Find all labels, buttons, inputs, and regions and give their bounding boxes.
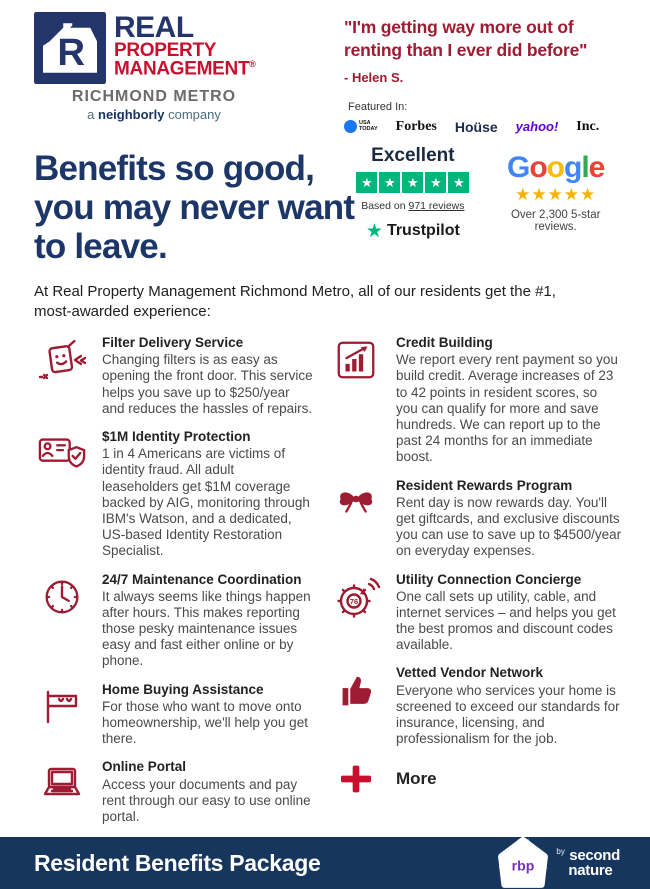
trustpilot-logo: ★ Trustpilot [365,220,460,242]
benefit-title: Credit Building [396,335,493,351]
second-nature-wordmark: $^{by}$ second nature [556,847,620,879]
benefit-online-portal [34,759,328,825]
rbp-badge-icon [497,837,549,889]
benefits-grid [0,321,650,837]
benefit-title: 24/7 Maintenance Coordination [102,571,302,587]
footer-bar [0,837,650,889]
thumbs-up-icon [333,667,379,713]
benefit-utility-concierge [328,572,622,654]
forbes-logo: Forbes [395,118,437,134]
rbp-second-nature-logo [497,837,620,889]
filter-box-icon [38,337,86,385]
google-logo: Google [507,150,605,184]
benefit-maintenance [34,572,328,670]
trustpilot-stars [356,172,469,193]
benefit-title: Filter Delivery Service [102,335,244,351]
benefit-home-buying [34,682,328,748]
header [0,0,650,135]
rpm-house-logo-icon [34,12,106,84]
registered-mark: ® [249,58,256,69]
benefits-column-left [34,335,328,837]
benefit-title: Resident Rewards Program [396,477,573,493]
featured-in-label: Featured In: [348,100,408,113]
benefit-desc: We report every rent payment so you build credit. Average increases of 23 to 42 points in resident scores, so you can qualify for more and save hundreds. We can report up to the past 24 months for an immediate boost. [396,352,618,465]
svg-text:rbp: rbp [512,857,535,874]
star-icon: ★ [356,172,377,193]
benefit-vetted-vendors [328,665,622,747]
yahoo-logo: yahoo! [515,119,559,134]
thermostat-dial-icon [332,574,380,622]
brand-property: PROPERTY [114,39,217,61]
intro-paragraph: At Real Property Management Richmond Metro, all of our residents get the #1, most-awarded experience: [34,283,556,320]
google-stars-icon: ★★★★★ [515,184,597,204]
brand-location: RICHMOND METRO [71,88,237,105]
trustpilot-rating-label: Excellent [371,144,455,166]
plus-icon [336,759,376,799]
usa-today-logo: USA TODAY [344,120,378,133]
benefit-desc: One call sets up utility, cable, and internet services – and helps you get the best promos and discount codes available. [396,588,616,653]
google-reviews-caption: Over 2,300 5-star reviews. [510,208,601,233]
benefit-title: Vetted Vendor Network [396,665,544,681]
neighborly-wordmark: neighborly [98,107,165,122]
benefit-credit-building [328,335,622,466]
svg-text:76: 76 [349,596,359,606]
benefit-desc: Everyone who services your home is screened to exceed our standards for insurance, licensing, and professionalism for the job. [396,682,620,747]
benefit-title: Online Portal [102,759,187,775]
benefit-filter-delivery [34,335,328,417]
inc-logo: Inc. [576,118,600,134]
benefit-title: $1M Identity Protection [102,429,251,444]
trustpilot-based-on: Based on 971 reviews [361,199,465,212]
footer-title: Resident Benefits Package [34,849,321,876]
brand-wordmark [114,12,256,78]
reviews-count-link[interactable]: 971 reviews [408,199,465,212]
featured-in [344,101,616,135]
reviews-section [356,143,616,267]
benefit-desc: Changing filters is as easy as opening the front door. This service helps you save up to $250/year and reduces the hassles of repairs. [102,352,313,416]
benefit-desc: Access your documents and pay rent through our easy to use online portal. [102,776,311,824]
testimonial-block [344,12,616,135]
brand-management: MANAGEMENT® [114,57,256,79]
brand-block [34,12,334,135]
trustpilot-rating [356,145,469,241]
star-icon: ★ [448,172,469,193]
benefit-desc: For those who want to move onto homeownership, we'll help you get there. [102,698,308,747]
more-label: More [396,769,437,789]
laptop-icon [38,761,86,805]
svg-text:R: R [57,30,85,74]
benefit-title: Home Buying Assistance [102,681,264,697]
benefit-rewards [328,478,622,560]
brand-real: REAL [114,11,194,44]
benefit-identity-protection [34,429,328,560]
clock-icon [39,574,85,620]
gift-bow-icon [333,480,379,520]
star-icon: ★ [379,172,400,193]
benefit-desc: It always seems like things happen after hours. This makes reporting those pesky maintenance issues easy and fast either online or by phone. [102,588,311,669]
testimonial-quote: "I'm getting way more out of renting than I ever did before" [344,17,588,60]
google-rating [495,145,616,233]
benefit-desc: Rent day is now rewards day. You'll get giftcards, and exclusive discounts you can use to save up to $4500/year on everyday expenses. [396,494,622,559]
benefit-desc: 1 in 4 Americans are victims of identity fraud. All adult leaseholders get $1M coverage backed by AIG, monitoring through IBM's Watson, and a dedicated, US-based Identity Restoration Specialist. [102,446,310,559]
brand-tagline: a neighborly company [87,107,221,122]
star-icon: ★ [402,172,423,193]
house-logo: Hoüse [454,118,498,135]
mid-section [0,135,650,267]
usa-today-circle-icon [344,120,357,133]
trustpilot-star-icon: ★ [365,220,383,242]
id-card-shield-icon [37,431,87,475]
benefit-title: Utility Connection Concierge [396,571,582,587]
testimonial-attribution: - Helen S. [344,69,404,85]
sold-sign-icon [38,684,86,728]
credit-chart-icon [333,337,379,383]
benefits-column-right [328,335,622,837]
page-title: Benefits so good, you may never want to leave. [34,148,355,266]
star-icon: ★ [425,172,446,193]
benefit-more [328,759,622,799]
